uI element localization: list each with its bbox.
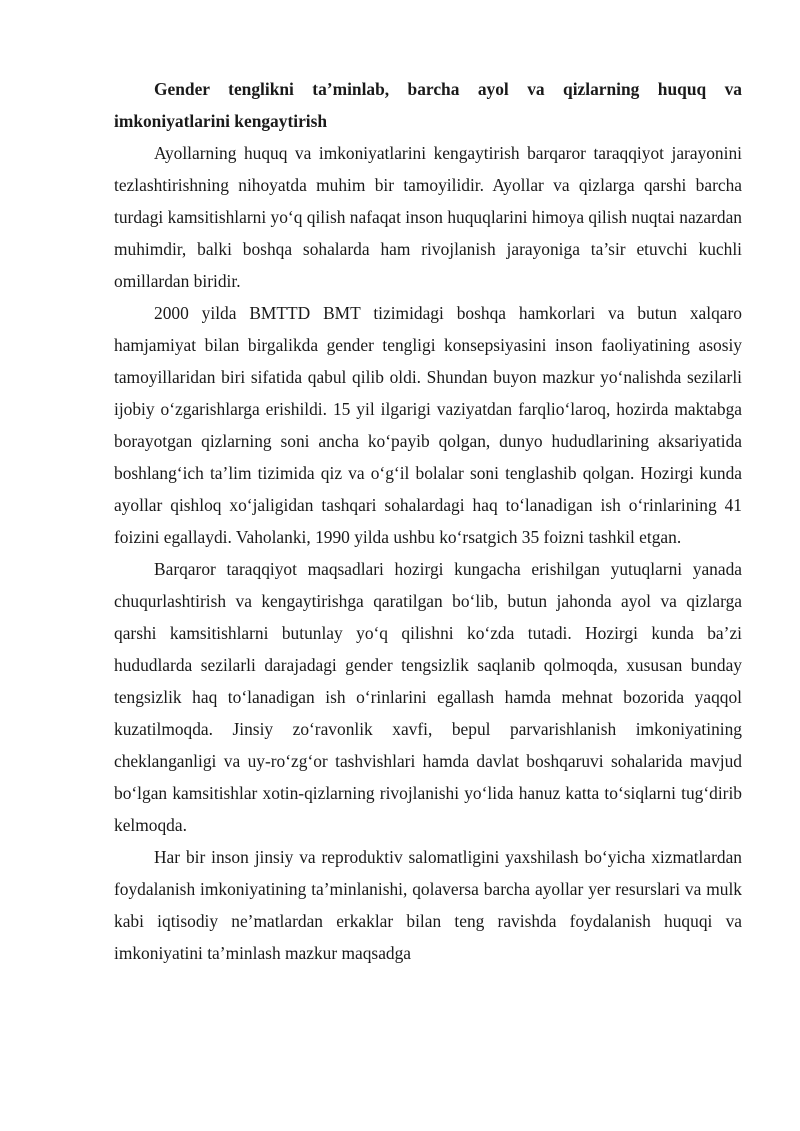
paragraph: Har bir inson jinsiy va reproduktiv salomatligini yaxshilash bo‘yicha xizmatlardan foydalanish imkoniyatining ta’minlanishi, qolaversa barcha ayollar yer resurslari va mulk kabi iqtisodiy ne’matlardan erkaklar bilan teng ravishda foydalanish huquqi va imkoniyatini ta’minlash mazkur maqsadga — [114, 847, 742, 963]
paragraph: Barqaror taraqqiyot maqsadlari hozirgi kungacha erishilgan yutuqlarni yanada chuqurlashtirish va kengaytirishga qaratilgan bo‘lib, butun jahonda ayol va qizlarga qarshi kamsitishlarni butunlay yo‘q qilishni ko‘zda tutadi. Hozirgi kunda ba’zi hududlarda sezilarli darajadagi gender tengsizlik saqlanib qolmoqda, xususan bunday tengsizlik haq to‘lanadigan ish o‘rinlarini egallash hamda mehnat bozorida yaqqol kuzatilmoqda. Jinsiy zo‘ravonlik xavfi, bepul parvarishlanish imkoniyatining cheklanganligi va uy-ro‘zg‘or tashvishlari hamda davlat boshqaruvi sohalarida mavjud bo‘lgan kamsitishlar xotin-qizlarning rivojlanishi yo‘lida hanuz katta to‘siqlarni tug‘dirib kelmoqda. — [114, 559, 742, 835]
paragraph: 2000 yilda BMTTD BMT tizimidagi boshqa hamkorlari va butun xalqaro hamjamiyat bilan birgalikda gender tengligi konsepsiyasini inson faoliyatining asosiy tamoyillaridan biri sifatida qabul qilib oldi. Shundan buyon mazkur yo‘nalishda sezilarli ijobiy o‘zgarishlarga erishildi. 15 yil ilgarigi vaziyatdan farqlio‘laroq, hozirda maktabga borayotgan qizlarning soni ancha ko‘payib qolgan, dunyo hududlarining aksariyatida boshlang‘ich ta’lim tizimida qiz va o‘g‘il bolalar soni tenglashib qolgan. Hozirgi kunda ayollar qishloq xo‘jaligidan tashqari sohalardagi haq to‘lanadigan ish o‘rinlarining 41 foizini egallaydi. Vaholanki, 1990 yilda ushbu ko‘rsatgich 35 foizni tashkil etgan. — [114, 303, 742, 547]
paragraph: Ayollarning huquq va imkoniyatlarini kengaytirish barqaror taraqqiyot jarayonini tezlashtirishning nihoyatda muhim bir tamoyilidir. Ayollar va qizlarga qarshi barcha turdagi kamsitishlarni yo‘q qilish nafaqat inson huquqlarini himoya qilish nuqtai nazardan muhimdir, balki boshqa sohalarda ham rivojlanish jarayoniga ta’sir etuvchi kuchli omillardan biridir. — [114, 143, 742, 291]
document-body — [114, 73, 742, 969]
section-heading: Gender tenglikni ta’minlab, barcha ayol va qizlarning huquq va imkoniyatlarini kengaytirish — [114, 79, 742, 131]
